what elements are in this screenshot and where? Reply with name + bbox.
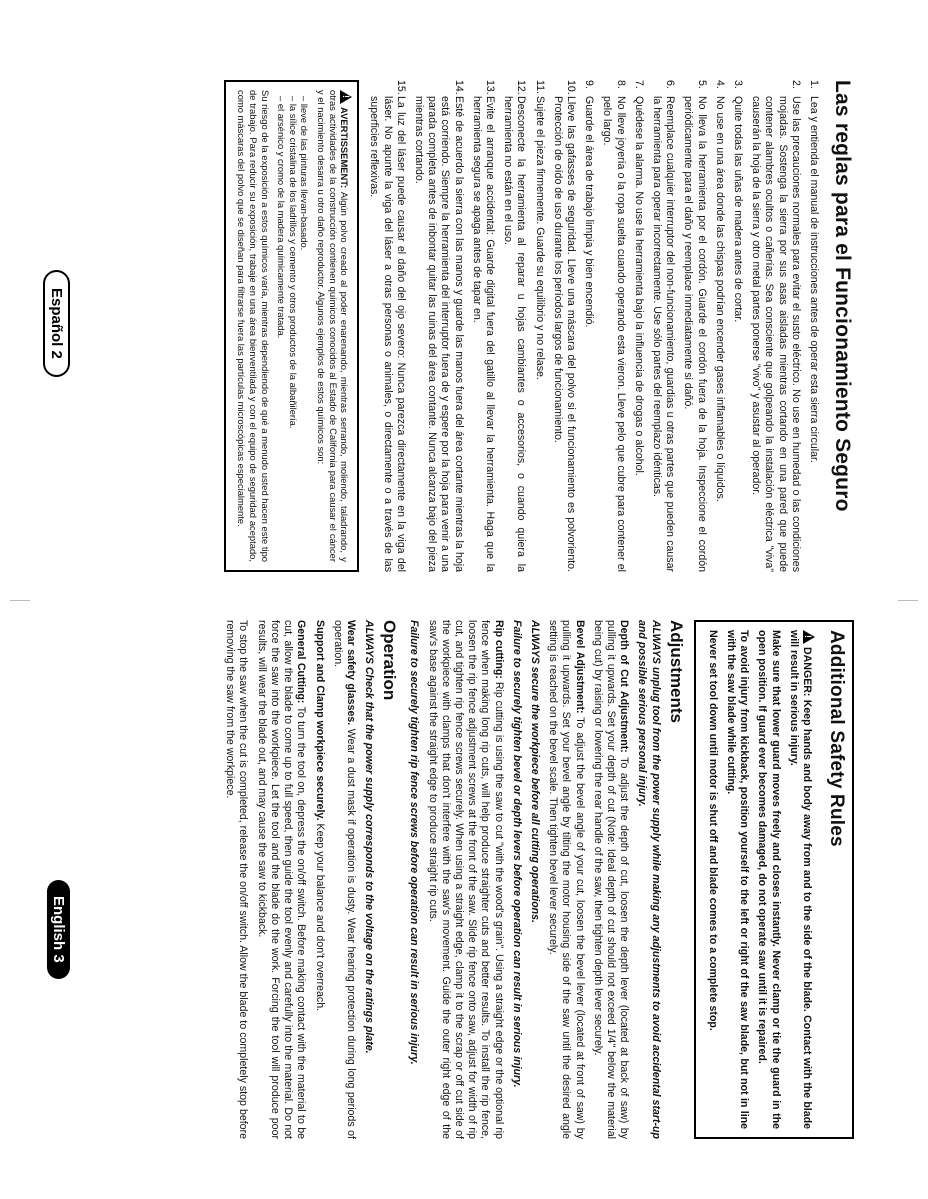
list-item: 4. No use en una área donde las chispas podrían encender gases inflamables o líquidos. — [713, 80, 726, 502]
list-item: – la sílice cristalina de los ladrillos y cemento y otros productos de la albañilería. — [287, 96, 299, 429]
list-item: 5. No lleva la herramienta por el cordón. Guarde el cordón fuera de la hoja. Inspeccione el cordón periódicamente para el daño y reemplace inmediatamente si dañó. — [682, 80, 708, 572]
spanish-page-label: Español 2 — [43, 270, 70, 377]
list-item: 12. Desconecte la herramienta al reparar u hojas cambiantes o accesorios, o cuando quiera la herramienta no están en el uso. — [502, 80, 528, 572]
warning-triangle-icon — [340, 90, 352, 104]
danger-paragraph: !DANGER: Keep hands and body away from and to the side of the blade. Contact with the blade will result in serious injury. — [787, 630, 815, 1129]
box-paragraph: Never set tool down until motor is shut off and blade comes to a complete stop. — [706, 630, 719, 1031]
list-item: 14. Esté de acuerdo la sierra con las manos y guarde las manos fuera del área cortante mientras la hoja está corriendo. Siempre la herramienta del interruptor fuera de y espere por la hoja para venir a una parada completa antes de inbontar quitar las ruinas del área contante. Nunca alcanza bajo del pieza mientras cortando. — [412, 80, 465, 572]
list-item: 2. Use las precauciones normales para evitar el susto eléctrico. No use en humedad o las condiciones mojadas. Sostenga la sierra por sus asas aisladas mientras cortando en una pared que puede contener alambres ocultos o cañerías. Sea consciente que golpeando la instalación eléctrica "viva" causerán la hoja de la sierra y otro metal partes ponerse "vivo" y asustar al operador. — [750, 80, 802, 572]
list-item: – lleve de las pinturas llevan-basado. — [299, 96, 311, 251]
spanish-rules-list — [367, 80, 820, 572]
list-item: 6. Reemplace cualquier interruptor del non-funcionamiento, guardias u otras partes que pueden causar la herramienta para operar incorrectamente. Use sólo partes del reemplazo idénticas. — [650, 80, 677, 572]
list-item: 1. Lea y entienda el manual de instrucciones antes de operar esta sierra circular. — [808, 80, 820, 463]
list-item: 10. Lleve las gafasses de seguridad. Lleve una máscara del polvo si el funcionamiento es polvoriento. Protección de oído de uso durante los períodos largos de funcionamiento. — [551, 80, 577, 572]
rip-paragraph: Rip cutting: Rip cutting is using the saw to cut "with the wood's grain". Using a straight edge or the optional rip fence when making long rip cuts, will help produce straighter cuts and better results. To install the rip fence, loosen the rip fence adjustment screws at the front of the saw. Slide rip fence onto saw, adjust for width of rip cut, and tighten rip fence screws securely. When using a straight edge, clamp it to the scrap or off cut side of the workpiece with clamps that don't interfere with the saw's movement. Guide the outer right edge of the saw's base against the straight edge to produce straight rip cuts. — [426, 620, 505, 1139]
list-item: 3. Quite todas las uñas de madera antes de cortar. — [731, 80, 744, 323]
fold-mark — [10, 600, 30, 601]
list-item: 9. Guarde el área de trabajo limpia y bien encendió. — [583, 80, 596, 328]
list-item: 15. La luz del láser puede causar el daño del ojo severo: Nunca parezca directamente en la viga del láser. No apunte la viga del láser a otras personas o animales, o directamente o a través de las superficies reflexivas. — [368, 80, 407, 572]
warning-triangle-icon — [803, 630, 815, 644]
english-title: Additional Safety Rules — [826, 630, 847, 847]
safety-rules-box — [694, 620, 854, 1139]
depth-paragraph: Depth of Cut Adjustment: To adjust the depth of cut, loosen the depth lever (located at back of saw) by pulling it upwards. Set your depth of cut (Note: Ideal depth of cut should not exceed 1/4" below the material being cut) by raising or lowering the rear handle of the saw, then tighten depth lever securely. — [591, 620, 631, 1139]
adjustments-note-levers: Failure to securely tighten bevel or depth levers before operation can result in serious injury. — [510, 620, 523, 1088]
warning-paragraph: !AVERTISSEMENT: Algún polvo creado al poder enarenando, mientras serrando, moliendo, taladrando, y otras actividades de la construcción contienen químicos conocidos al Estado de California para causar el cáncer y el nacimiento desarra u otro daño reproductor. Algunos ejemplos de estos químicos son: — [315, 90, 352, 562]
adjustments-note-secure: ALWAYS secure the workpiece before all cutting operations. — [528, 620, 541, 923]
box-paragraph: To avoid injury from kickback, position yourself to the left or right of the saw blade, but not in line with the saw blade while cutting. — [724, 630, 751, 1129]
english-page — [0, 600, 928, 1199]
bevel-paragraph: Bevel Adjustment: To adjust the bevel angle of your cut, loosen the bevel lever (located at front of saw) by pulling it upwards. Set your bevel angle by tilting the motor housing side of the saw until the desired angle setting is reached on the bevel scale. Then tighten bevel lever securely. — [547, 620, 586, 1139]
list-item: – el arsénico y cromo de la madera químicamente tratada. — [276, 96, 288, 339]
general-paragraph: General Cutting: To turn the tool on, depress the on/off switch. Before making contact with the material to be cut, allow the blade to come up to full speed, then guide the tool evenly and carefully into the material. Do not force the saw into the workpiece. Let the tool and the blade do the work. Forcing the tool will produce poor results, will wear the blade out, and may cause the saw to kickback. — [255, 620, 308, 1139]
list-item: 11. Sujete el pieza firmemente. Guarde su equilibrio y no relase. — [533, 80, 546, 380]
list-item: 8. No lleve joyería o la ropa suelta cuando operando esta vieron. Lleve pelo que cubre para contener el pelo largo. — [601, 80, 627, 572]
list-item: 13. Evite el arranque accidental: Guarde digital fuera del gatillo al llevar la herramienta. Haga que la herramienta segura se apaga antes de tapar en. — [470, 80, 496, 572]
list-item: 7. Quédese la alarma. No use la herramienta bajo la influencia de drogas o alcohol. — [632, 80, 645, 476]
english-page-label: English 3 — [47, 880, 70, 979]
warning-chemicals-list — [276, 96, 311, 562]
box-paragraph: Make sure that lower guard moves freely and closes instantly. Never clamp or tie the guard in the open position. If guard ever becomes damaged, do not operate saw until it is repaired. — [756, 630, 782, 1129]
stop-paragraph: To stop the saw when the cut is completed, release the on/off switch. Allow the blade to completely stop before removing the saw from the workpiece. — [224, 620, 250, 1139]
adjustments-title: Adjustments — [666, 620, 686, 723]
wear-paragraph: Wear safety glasses. Wear a dust mask if operation is dusty. Wear hearing protection during long periods of operation. — [331, 620, 357, 1139]
warning-tail: Su riesgo de la exposición a estos químicos varía, mientras dependiendo de qué a menudo usted hacen este tipo de trabajo. Para reducir su exposición, trabaje en una área bienventilada y con el equipo de seguridad aceptado, como máscaras del polvo que se diseñan para filtrarse fuera las partículas microscópicas especialmente. — [236, 90, 271, 562]
rip-note: Failure to securely tighten rip fence screws before operation can result in serious injury. — [408, 620, 421, 1065]
spanish-title: Las reglas para el Funcionamiento Seguro — [831, 80, 854, 512]
adjustments-warning: ALWAYS unplug tool from the power supply while making any adjustments to avoid accidental start-up and possible serious personal injury. — [636, 620, 662, 1139]
fold-mark — [898, 600, 918, 601]
spanish-warning-box — [224, 80, 359, 572]
operation-warning: ALWAYS Check that the power supply corresponds to the voltage on the ratings plate. — [363, 620, 376, 1054]
operation-title: Operation — [380, 620, 400, 701]
support-paragraph: Support and Clamp workpiece securely. Keep your balance and don't overreach. — [313, 620, 326, 1012]
